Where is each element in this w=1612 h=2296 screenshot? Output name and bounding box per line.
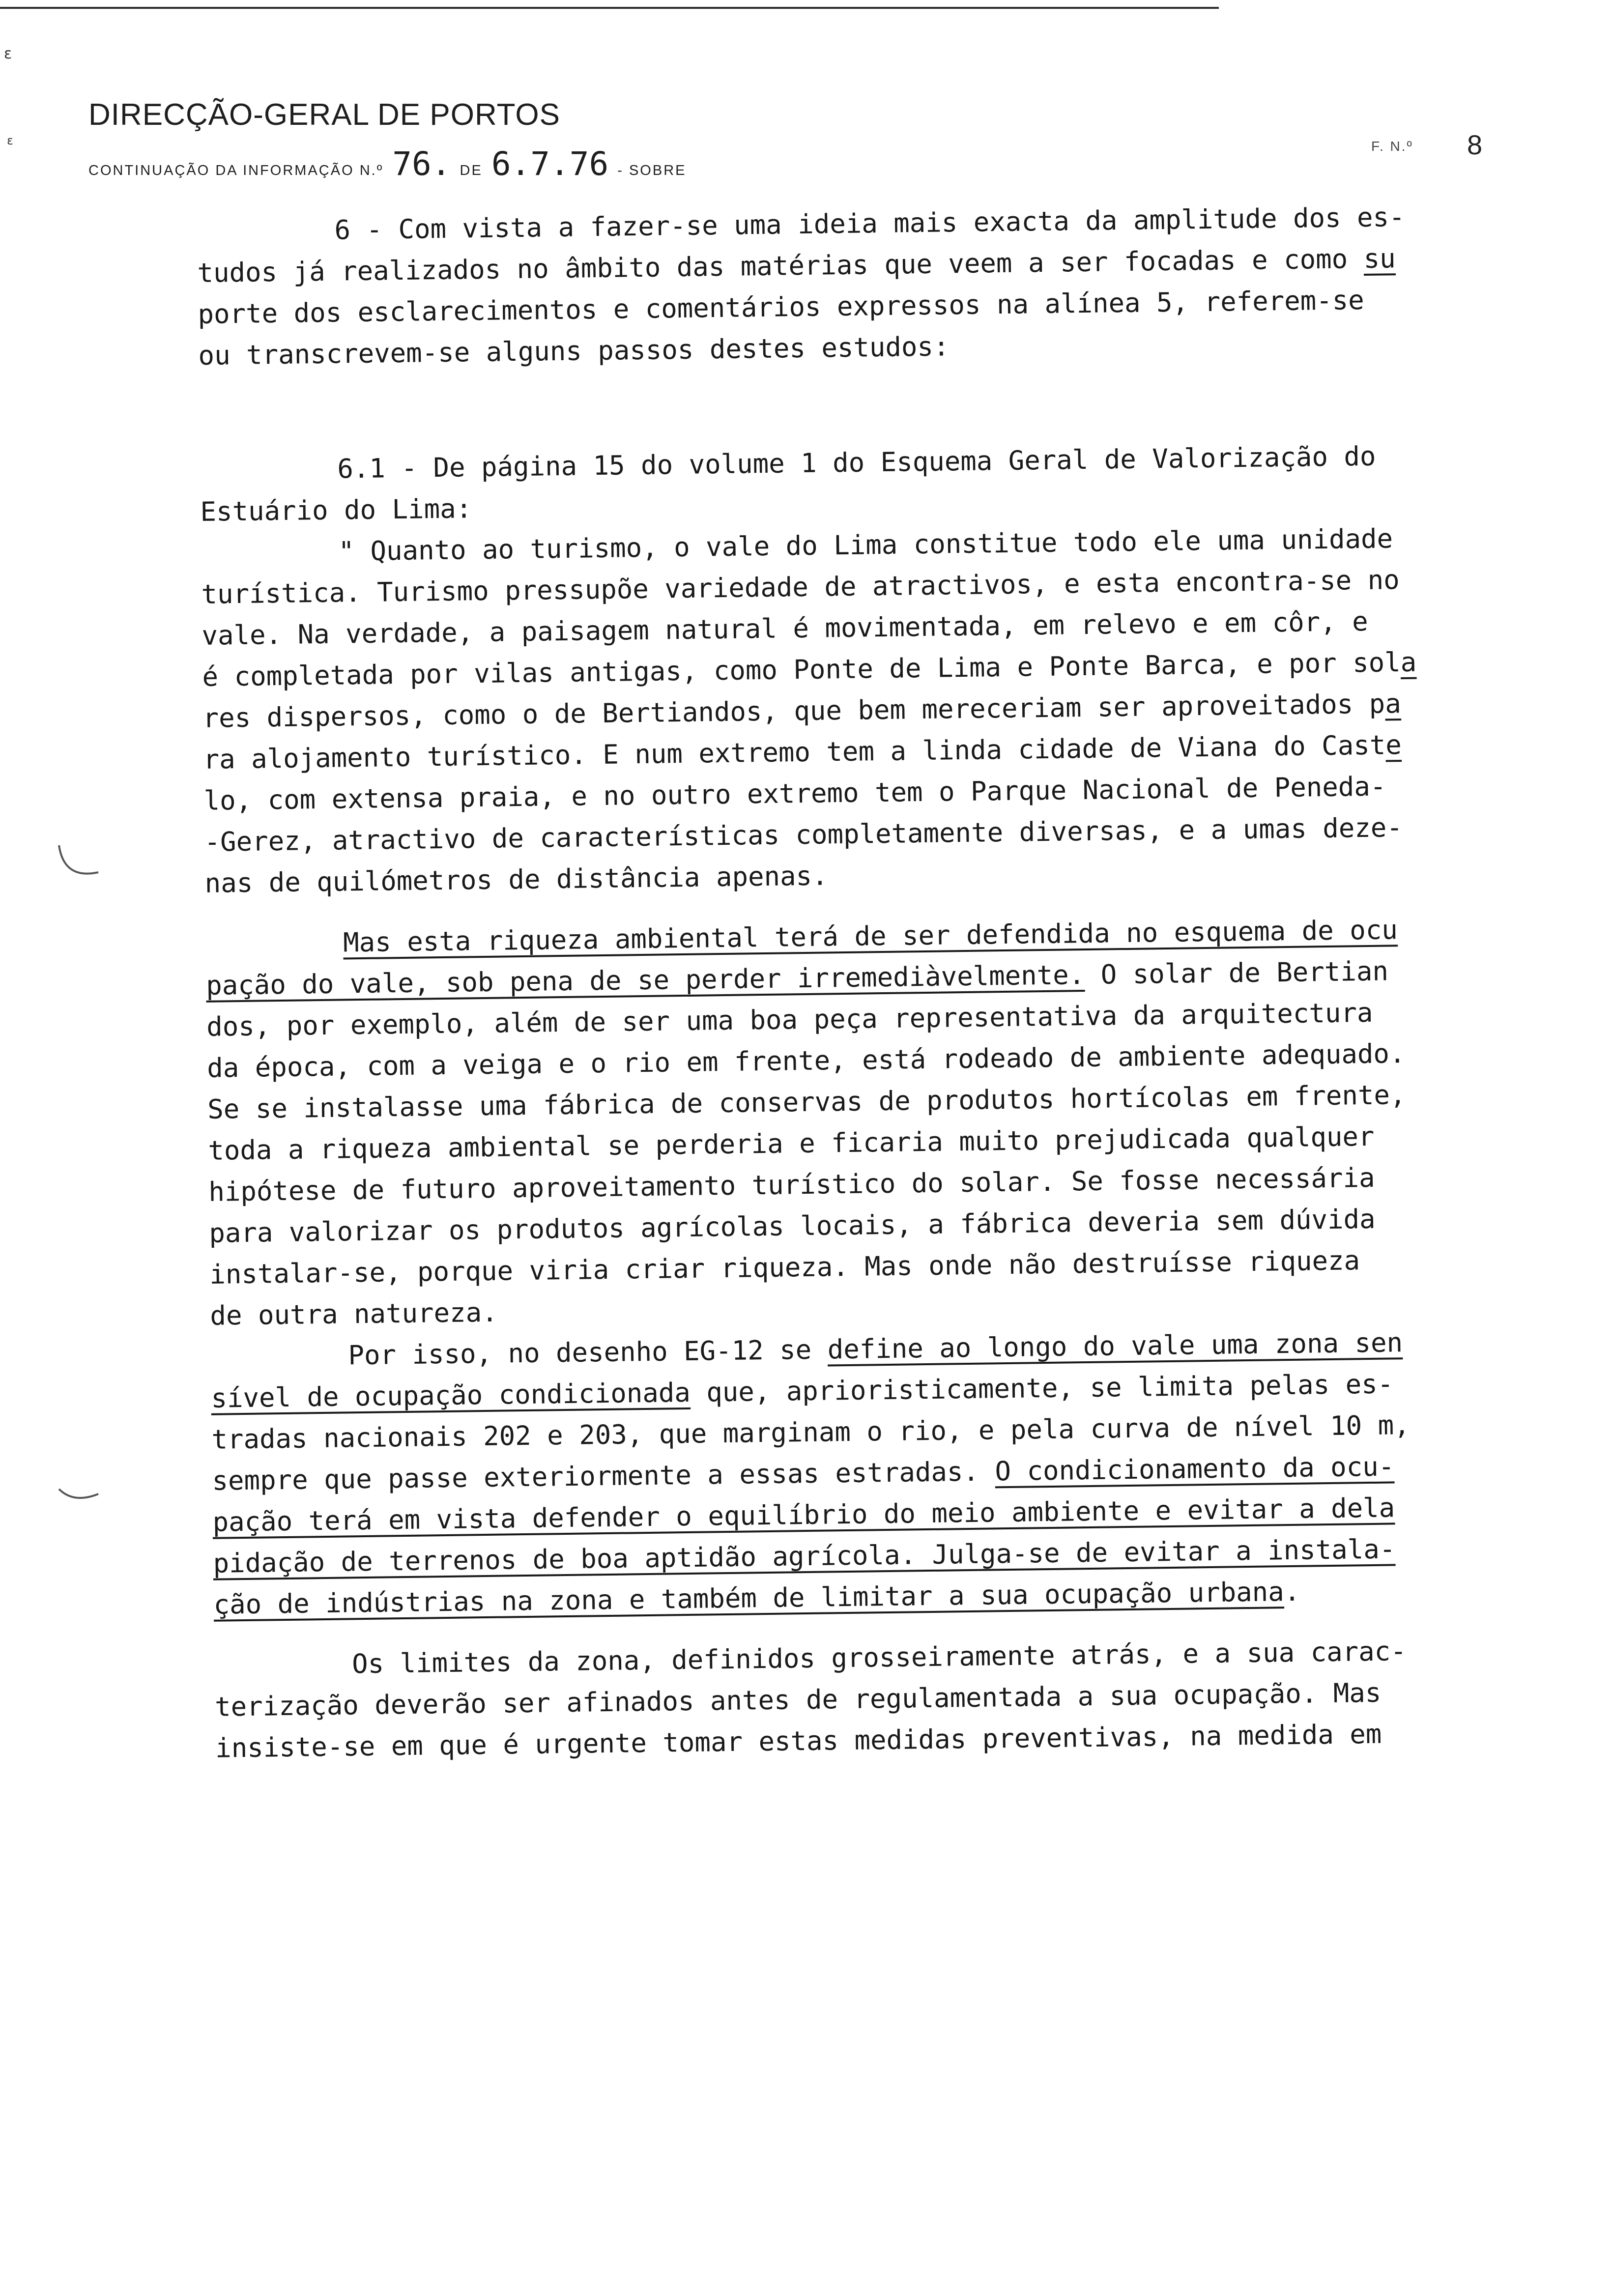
underlined-span: pidação de terrenos de boa aptidão agrícola. Julga-se de evitar a instala- (213, 1533, 1396, 1579)
margin-mark-bottom: ɛ (7, 134, 13, 147)
text-span: . (1284, 1576, 1300, 1607)
text-span: res dispersos, como o de Bertiandos, que bem mereceriam ser aproveitados p (202, 688, 1385, 734)
underlined-span: a (1400, 646, 1417, 678)
text-line: de outra natureza. (210, 1296, 498, 1331)
document-body (197, 195, 1587, 1769)
info-date: 6.7.76 (491, 145, 609, 183)
text-line: porte dos esclarecimentos e comentários expressos na alínea 5, referem-se (198, 284, 1365, 330)
margin-mark-top: ɛ (4, 45, 12, 62)
underlined-span: ção de indústrias na zona e também de limitar a sua ocupação urbana (213, 1576, 1285, 1620)
text-line: ou transcrevem-se alguns passos destes estudos: (198, 331, 950, 371)
text-span: Por isso, no desenho EG-12 se (348, 1334, 828, 1371)
text-span: ra alojamento turístico. E num extremo tem a linda cidade de Viana do Cast (203, 729, 1386, 775)
text-line: instalar-se, porque viria criar riqueza. Mas onde não destruísse riqueza (209, 1245, 1360, 1290)
underlined-span: O condicionamento da ocu- (995, 1451, 1395, 1487)
underlined-span: Mas esta riqueza ambiental terá de ser defendida no esquema de ocu (343, 914, 1398, 958)
underlined-span: sível de ocupação condicionada (211, 1377, 691, 1414)
text-line: tradas nacionais 202 e 203, que marginam o rio, e pela curva de nível 10 m, (211, 1409, 1410, 1455)
text-line: " Quanto ao turismo, o vale do Lima constitue todo ele uma unidade (338, 523, 1393, 567)
department-title: DIRECÇÃO-GERAL DE PORTOS (88, 98, 560, 132)
text-line: insiste-se em que é urgente tomar estas medidas preventivas, na medida em (215, 1718, 1382, 1764)
text-line: Estuário do Lima: (200, 493, 472, 527)
text-span: O solar de Bertian (1084, 955, 1389, 991)
underlined-span: define ao longo do vale uma zona sen (827, 1327, 1403, 1365)
text-span: que, aprioristicamente, se limita pelas es- (690, 1368, 1394, 1408)
text-line: vale. Na verdade, a paisagem natural é movimentada, em relevo e em côr, e (202, 605, 1369, 651)
date-label: DE (460, 163, 483, 178)
top-border-line (0, 7, 1219, 9)
header-reference-line (88, 145, 686, 183)
text-line: lo, com extensa praia, e no outro extremo tem o Parque Nacional de Peneda- (203, 771, 1386, 816)
text-span: tudos já realizados no âmbito das matérias que veem a ser focadas e como (197, 243, 1364, 288)
text-line: Se se instalasse uma fábrica de conservas de produtos hortícolas em frente, (207, 1079, 1406, 1125)
text-line: 6.1 - De página 15 do volume 1 do Esquema Geral de Valorização do (337, 440, 1376, 485)
text-line: dos, por exemplo, além de ser uma boa peça representativa da arquitectura (206, 997, 1373, 1042)
folio-label: F. N.º (1371, 139, 1413, 154)
text-line: -Gerez, atractivo de características completamente diversas, e a umas deze- (204, 812, 1403, 858)
continuation-label: CONTINUAÇÃO DA INFORMAÇÃO N.º (88, 163, 384, 178)
text-line: toda a riqueza ambiental se perderia e ficaria muito prejudicada qualquer (207, 1120, 1375, 1166)
text-line: turística. Turismo pressupõe variedade de atractivos, e esta encontra-se no (201, 564, 1400, 610)
text-line: da época, com a veiga e o rio em frente, está rodeado de ambiente adequado. (206, 1038, 1406, 1084)
subject-label: - SOBRE (617, 163, 687, 178)
folio-number: 8 (1467, 129, 1483, 160)
underlined-span: e (1385, 729, 1402, 761)
underlined-span: pação terá em vista defender o equilíbrio do meio ambiente e evitar a dela (212, 1492, 1395, 1538)
text-line: nas de quilómetros de distância apenas. (204, 860, 828, 899)
text-line: terização deverão ser afinados antes de regulamentada a sua ocupação. Mas (214, 1677, 1382, 1722)
text-span: é completada por vilas antigas, como Ponte de Lima e Ponte Barca, e por sol (202, 647, 1401, 692)
underlined-span: su (1363, 243, 1396, 274)
text-line: para valorizar os produtos agrícolas locais, a fábrica deveria sem dúvida (209, 1203, 1376, 1249)
underlined-span: a (1384, 688, 1402, 719)
text-line: 6 - Com vista a fazer-se uma ideia mais exacta da amplitude dos es- (334, 201, 1405, 246)
text-line: Os limites da zona, definidos grosseiramente atrás, e a sua carac- (351, 1636, 1407, 1680)
text-span: sempre que passe exteriormente a essas estradas. (212, 1456, 995, 1496)
info-number: 76. (392, 145, 451, 183)
text-line: hipótese de futuro aproveitamento turístico do solar. Se fosse necessária (208, 1162, 1375, 1207)
underlined-span: pação do vale, sob pena de se perder irremediàvelmente. (205, 959, 1085, 1001)
